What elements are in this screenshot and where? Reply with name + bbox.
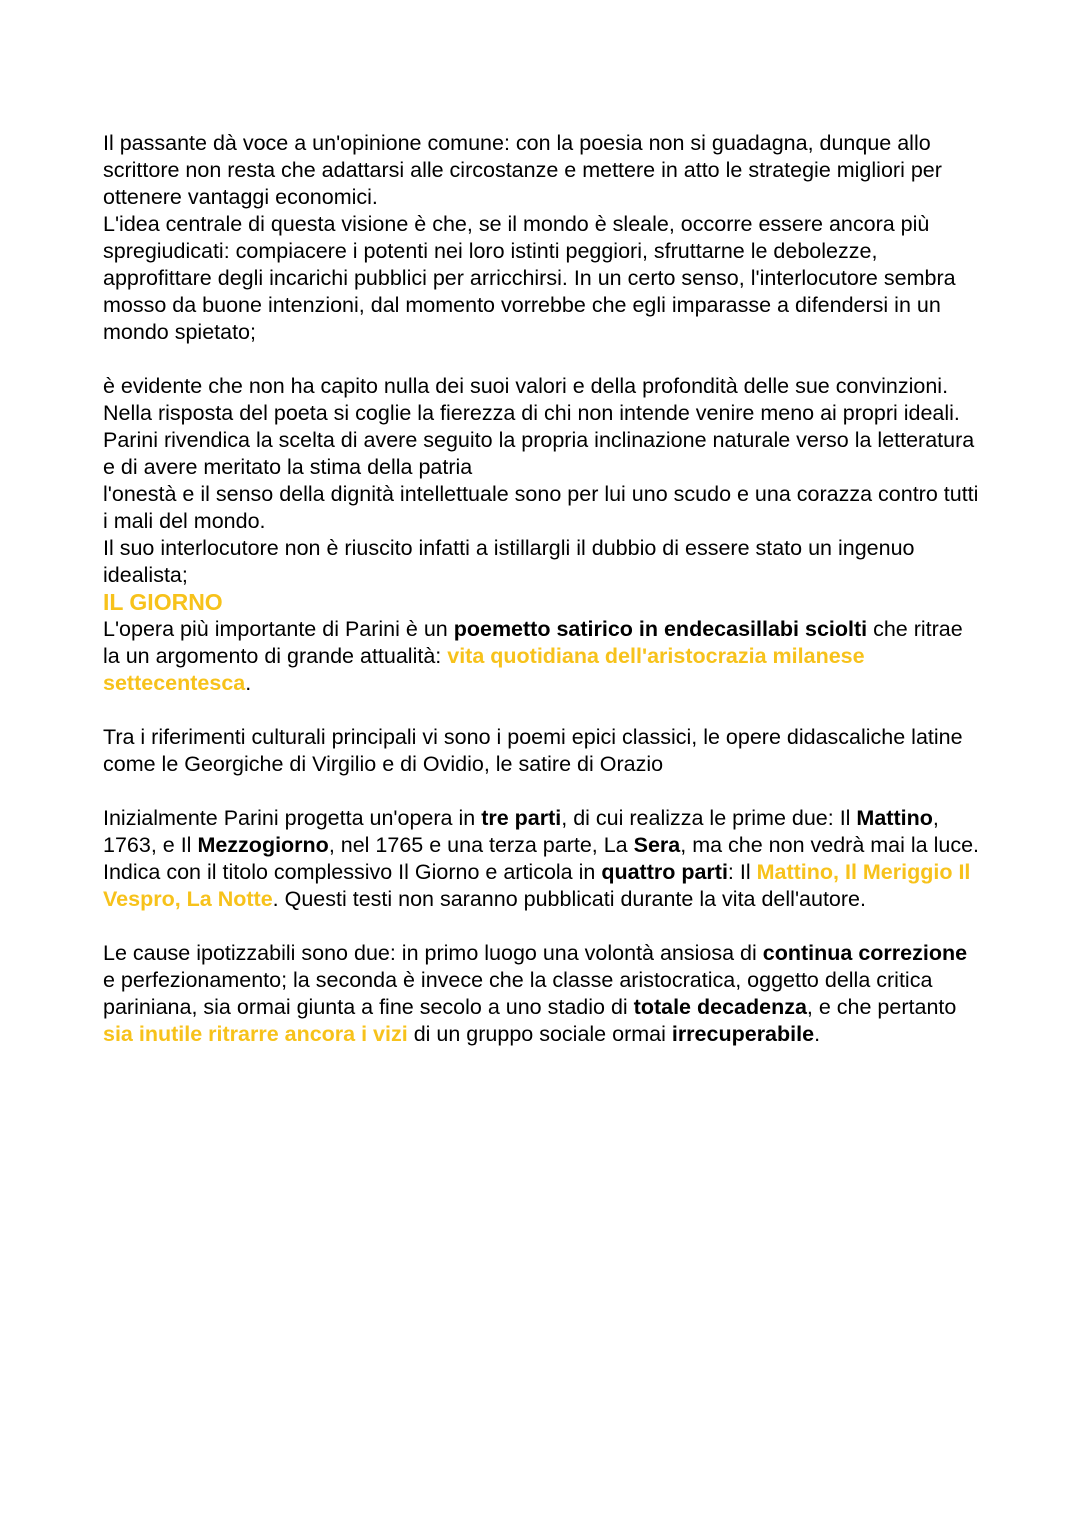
bold-run: Mezzogiorno <box>197 833 329 857</box>
paragraph-parini-rivendica: Parini rivendica la scelta di avere seguito la propria inclinazione naturale verso la letteratura e di avere meritato la stima della patria <box>103 428 975 479</box>
text-run: , 1763, e Il <box>103 806 939 857</box>
paragraph-idea-centrale: L'idea centrale di questa visione è che, se il mondo è sleale, occorre essere ancora più spregiudicati: compiacere i potenti nei loro istinti peggiori, sfruttarne le debolezze, approfittare degli incarichi pubblici per arricchirsi. In un certo senso, l'interlocutore sembra mosso da buone intenzioni, dal momento vorrebbe che egli imparasse a difendersi in un mondo spietato; <box>103 212 956 344</box>
paragraph-risposta-poeta: Nella risposta del poeta si coglie la fierezza di chi non intende venire meno ai propri ideali. <box>103 401 960 425</box>
bold-run: Mattino <box>856 806 933 830</box>
paragraph-cause <box>103 940 983 1048</box>
highlight-run: Mattino, Il Meriggio Il Vespro, La Notte <box>103 860 971 911</box>
bold-run: poemetto satirico in endecasillabi sciolti <box>453 617 868 641</box>
paragraph-tre-parti <box>103 805 983 859</box>
paragraph-quattro-parti <box>103 859 983 913</box>
paragraph-riferimenti: Tra i riferimenti culturali principali vi sono i poemi epici classici, le opere didascaliche latine come le Georgiche di Virgilio e di Ovidio, le satire di Orazio <box>103 725 963 776</box>
paragraph-evidente: è evidente che non ha capito nulla dei suoi valori e della profondità delle sue convinzioni. <box>103 374 949 398</box>
text-run: Indica con il titolo complessivo Il Giorno e articola in <box>103 860 602 884</box>
paragraph-interlocutore: Il suo interlocutore non è riuscito infatti a istillargli il dubbio di essere stato un ingenuo idealista; <box>103 536 915 587</box>
document-page <box>103 130 983 1048</box>
bold-run: quattro parti <box>601 860 728 884</box>
text-run: che ritrae la un argomento di grande attualità: <box>103 617 963 668</box>
text-run: . <box>814 1022 821 1046</box>
paragraph-opera-importante <box>103 616 983 697</box>
bold-run: tre parti <box>481 806 562 830</box>
text-run: Le cause ipotizzabili sono due: in primo luogo una volontà ansiosa di <box>103 941 763 965</box>
paragraph-onesta: l'onestà e il senso della dignità intellettuale sono per lui uno scudo e una corazza contro tutti i mali del mondo. <box>103 482 979 533</box>
text-run: di un gruppo sociale ormai <box>407 1022 672 1046</box>
text-run: : Il <box>727 860 757 884</box>
text-run: , di cui realizza le prime due: Il <box>561 806 857 830</box>
bold-run: irrecuperabile <box>671 1022 815 1046</box>
text-run: , e che pertanto <box>806 995 957 1019</box>
section-title: IL GIORNO <box>103 589 223 615</box>
highlight-run: vita quotidiana dell'aristocrazia milanese settecentesca <box>103 644 865 695</box>
text-run: , ma che non vedrà mai la luce. <box>680 833 980 857</box>
text-run: . Questi testi non saranno pubblicati durante la vita dell'autore. <box>272 887 866 911</box>
bold-run: Sera <box>633 833 681 857</box>
text-run: , nel 1765 e una terza parte, La <box>328 833 634 857</box>
bold-run: totale decadenza <box>633 995 807 1019</box>
highlight-run: sia inutile ritrarre ancora i vizi <box>103 1022 408 1046</box>
paragraph-passante: Il passante dà voce a un'opinione comune: con la poesia non si guadagna, dunque allo scrittore non resta che adattarsi alle circostanze e mettere in atto le strategie migliori per ottenere vantaggi economici. <box>103 131 942 209</box>
bold-run: continua correzione <box>762 941 968 965</box>
text-run: L'opera più importante di Parini è un <box>103 617 454 641</box>
text-run: . <box>245 671 252 695</box>
text-run: e perfezionamento; la seconda è invece che la classe aristocratica, oggetto della critica pariniana, sia ormai giunta a fine secolo a uno stadio di <box>103 968 933 1019</box>
text-run: Inizialmente Parini progetta un'opera in <box>103 806 482 830</box>
